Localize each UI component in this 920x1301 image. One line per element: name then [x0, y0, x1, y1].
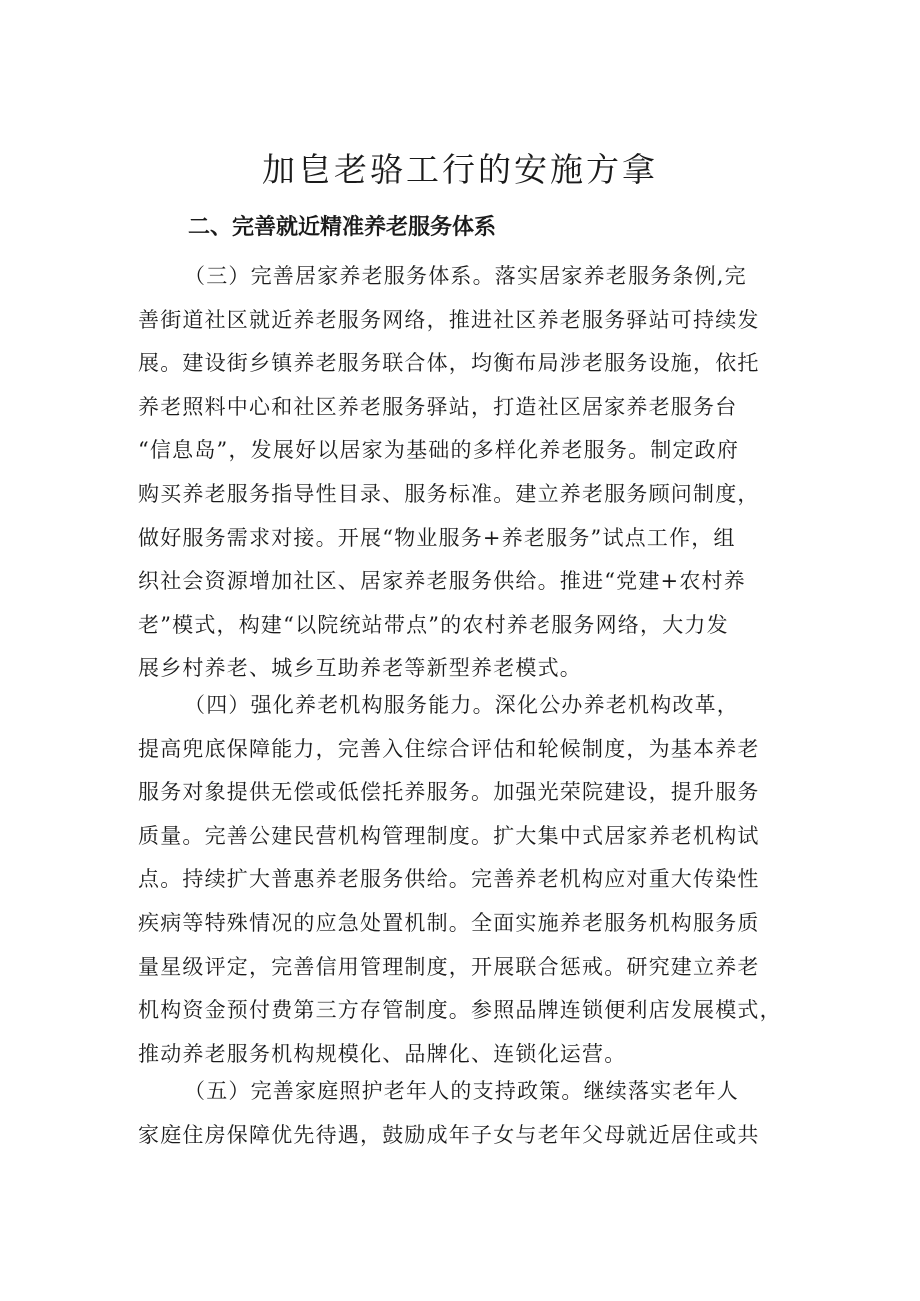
paragraph-line: 织社会资源增加社区、居家养老服务供给。推进“党建+农村养: [138, 569, 746, 594]
section-heading: 二、完善就近精准养老服务体系: [188, 215, 497, 240]
paragraph-line: （四）强化养老机构服务能力。深化公办养老机构改革，: [184, 693, 739, 717]
paragraph-3: [138, 255, 790, 691]
paragraph-line: 机构资金预付费第三方存管制度。参照品牌连锁便利店发展模式，: [138, 998, 782, 1023]
paragraph-line: 推动养老服务机构规模化、品牌化、连锁化运营。: [138, 1041, 627, 1066]
paragraph-line: 老”模式，构建“以院统站带点”的农村养老服务网络，大力发: [138, 612, 729, 637]
paragraph-line: 善街道社区就近养老服务网络，推进社区养老服务驿站可持续发: [138, 307, 760, 332]
paragraph-line: 量星级评定，完善信用管理制度，开展联合惩戒。研究建立养老: [138, 954, 760, 979]
paragraph-line: 点。持续扩大普惠养老服务供给。完善养老机构应对重大传染性: [138, 867, 760, 892]
paragraph-line: 做好服务需求对接。开展“物业服务+养老服务”试点工作，组: [138, 525, 736, 550]
paragraph-line: 家庭住房保障优先待遇，鼓励成年子女与老年父母就近居住或共: [138, 1122, 760, 1147]
paragraph-line: 购买养老服务指导性目录、服务标准。建立养老服务顾问制度，: [138, 481, 760, 506]
paragraph-line: 质量。完善公建民营机构管理制度。扩大集中式居家养老机构试: [138, 823, 760, 848]
document-title: 加皀老骆工行的安施方拿: [262, 150, 658, 189]
paragraph-line: 服务对象提供无偿或低偿托养服务。加强光荣院建设，提升服务: [138, 780, 760, 805]
paragraph-line: 养老照料中心和社区养老服务驿站，打造社区居家养老服务台: [138, 394, 738, 419]
paragraph-line: （五）完善家庭照护老年人的支持政策。继续落实老年人: [184, 1079, 739, 1103]
paragraph-5: [138, 1070, 790, 1157]
paragraph-4: [138, 684, 790, 1076]
paragraph-line: （三）完善居家养老服务体系。落实居家养老服务条例,完: [184, 264, 747, 288]
paragraph-line: 提高兜底保障能力，完善入住综合评估和轮候制度，为基本养老: [138, 736, 760, 761]
paragraph-line: 疾病等特殊情况的应急处置机制。全面实施养老服务机构服务质: [138, 910, 760, 935]
paragraph-line: 展乡村养老、城乡互助养老等新型养老模式。: [138, 656, 582, 681]
paragraph-line: “信息岛”，发展好以居家为基础的多样化养老服务。制定政府: [138, 438, 740, 463]
paragraph-line: 展。建设街乡镇养老服务联合体，均衡布局涉老服务设施，依托: [138, 351, 760, 376]
